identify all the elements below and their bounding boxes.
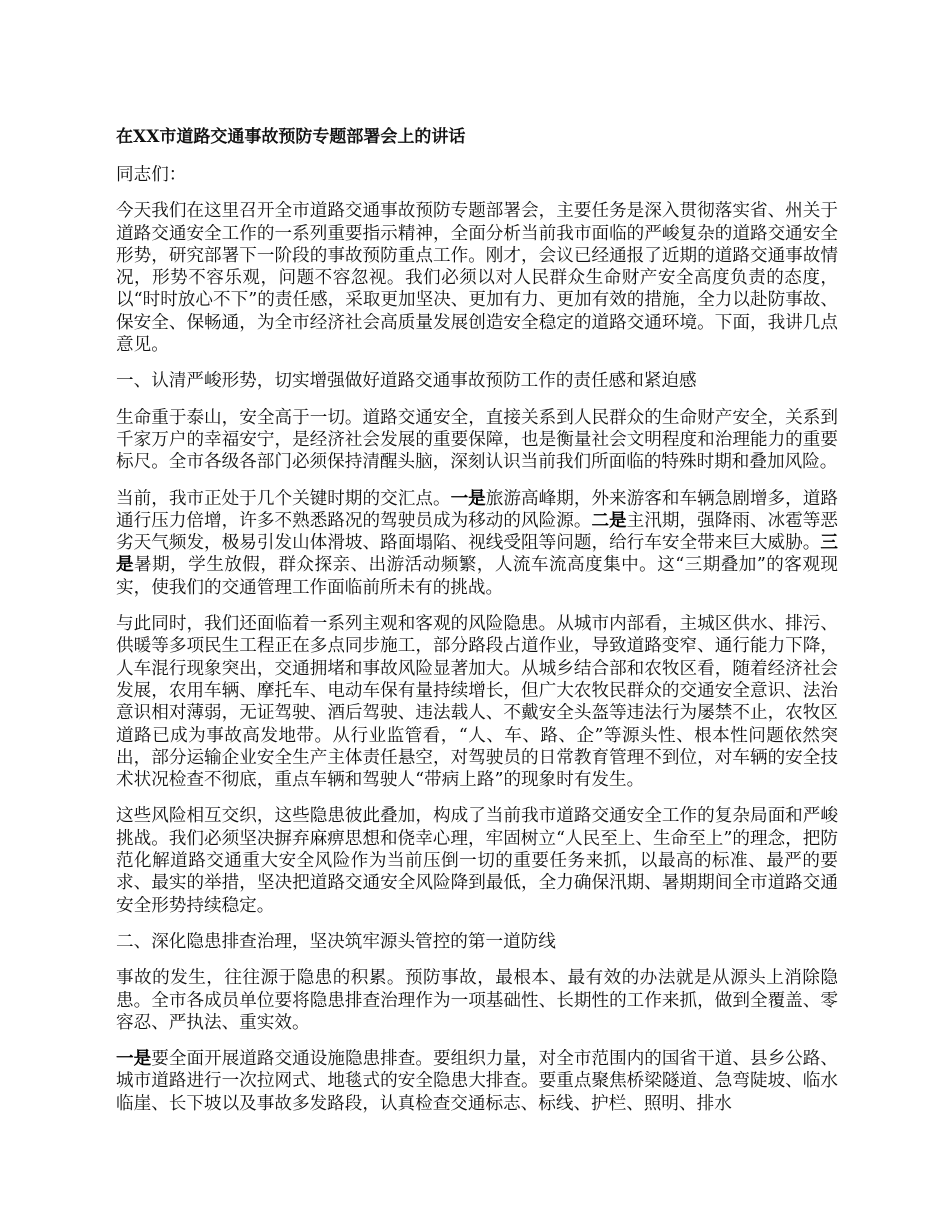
paragraph-text: 与此同时，我们还面临着一系列主观和客观的风险隐患。从城市内部看，主城区供水、排污、供暖等多项民生工程正在多点同步施工，部分路段占道作业，导致道路变窄、通行能力下降，人车混行现象突出，交通拥堵和事故风险显著加大。从城乡结合部和农牧区看，随着经济社会发展，农用车辆、摩托车、电动车保有量持续增长，但广大农牧民群众的交通安全意识、法治意识相对薄弱，无证驾驶、酒后驾驶、违法载人、不戴安全头盔等违法行为屡禁不止，农牧区道路已成为事故高发地带。从行业监管看，“人、车、路、企”等源头性、根本性问题依然突出，部分运输企业安全生产主体责任悬空，对驾驶员的日常教育管理不到位，对车辆的安全技术状况检查不彻底，重点车辆和驾驶人“带病上路”的现象时有发生。 [116, 614, 838, 791]
document-page [116, 126, 838, 1129]
paragraph-text: 今天我们在这里召开全市道路交通事故预防专题部署会，主要任务是深入贯彻落实省、州关于道路交通安全工作的一系列重要指示精神，全面分析当前我市面临的严峻复杂的道路交通安全形势，研究部署下一阶段的事故预防重点工作。刚才，会议已经通报了近期的道路交通事故情况，形势不容乐观，问题不容忽视。我们必须以对人民群众生命财产安全高度负责的态度，以“时时放心不下”的责任感，采取更加坚决、更加有力、更加有效的措施，全力以赴防事故、保安全、保畅通，为全市经济社会高质量发展创造安全稳定的道路交通环境。下面，我讲几点意见。 [116, 201, 838, 356]
paragraph-text: 当前，我市正处于几个关键时期的交汇点。 [116, 488, 451, 509]
paragraph-text: 主汛期，强降雨、冰雹等恶劣天气频发，极易引发山体滑坡、路面塌陷、视线受阻等问题，给行车安全带来巨大威胁。 [116, 510, 838, 554]
bold-enumerator: 三是 [116, 532, 838, 576]
paragraph-text: 事故的发生，往往源于隐患的积累。预防事故，最根本、最有效的办法就是从源头上消除隐患。全市各成员单位要将隐患排查治理作为一项基础性、长期性的工作来抓，做到全覆盖、零容忍、严执法、重实效。 [116, 968, 838, 1033]
paragraph-text: 旅游高峰期，外来游客和车辆急剧增多，道路通行压力倍增，许多不熟悉路况的驾驶员成为移动的风险源。 [116, 488, 838, 531]
paragraph [116, 200, 838, 356]
document-body [116, 200, 838, 1115]
bold-enumerator: 一是 [450, 487, 486, 509]
paragraph-text: 要全面开展道路交通设施隐患排查。要组织力量，对全市范围内的国省干道、县乡公路、城市道路进行一次拉网式、地毯式的安全隐患大排查。要重点聚焦桥梁隧道、急弯陡坡、临水临崖、长下坡以及事故多发路段，认真检查交通标志、标线、护栏、照明、排水 [116, 1049, 838, 1114]
section-heading: 一、认清严峻形势，切实增强做好道路交通事故预防工作的责任感和紧迫感 [116, 371, 697, 392]
section-heading: 二、深化隐患排查治理，坚决筑牢源头管控的第一道防线 [116, 931, 556, 952]
paragraph [116, 967, 838, 1034]
salutation: 同志们： [116, 165, 187, 185]
document-title: 在XX市道路交通事故预防专题部署会上的讲话 [116, 127, 466, 147]
paragraph-text: 暑期，学生放假，群众探亲、出游活动频繁，人流车流高度集中。这“三期叠加”的客观现实，使我们的交通管理工作面临前所未有的挑战。 [116, 555, 838, 598]
paragraph [116, 805, 838, 916]
bold-enumerator: 一是 [116, 1048, 152, 1070]
bold-enumerator: 二是 [591, 509, 627, 531]
paragraph-text: 这些风险相互交织，这些隐患彼此叠加，构成了当前我市道路交通安全工作的复杂局面和严峻挑战。我们必须坚决摒弃麻痹思想和侥幸心理，牢固树立“人民至上、生命至上”的理念，把防范化解道路交通重大安全风险作为当前压倒一切的重要任务来抓，以最高的标准、最严的要求、最实的举措，坚决把道路交通安全风险降到最低，全力确保汛期、暑期期间全市道路交通安全形势持续稳定。 [116, 806, 838, 916]
paragraph [116, 613, 838, 791]
paragraph-text: 生命重于泰山，安全高于一切。道路交通安全，直接关系到人民群众的生命财产安全，关系到千家万户的幸福安宁，是经济社会发展的重要保障，也是衡量社会文明程度和治理能力的重要标尺。全市各级各部门必须保持清醒头脑，深刻认识当前我们所面临的特殊时期和叠加风险。 [116, 407, 838, 473]
paragraph [116, 1048, 838, 1115]
paragraph [116, 407, 838, 474]
paragraph [116, 488, 838, 599]
